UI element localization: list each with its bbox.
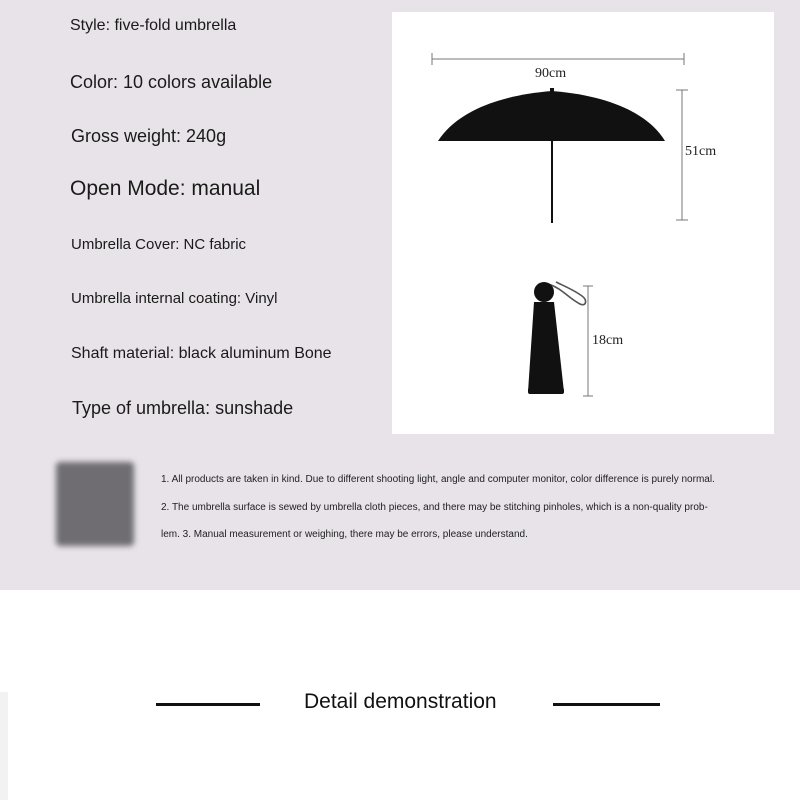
spec-type: Type of umbrella: sunshade [72,398,294,418]
folded-length-label: 18cm [592,333,624,348]
title-rule-left [156,703,260,706]
bottom-edge-strip [0,692,8,800]
folded-umbrella-icon [528,282,586,394]
height-label: 51cm [685,144,717,159]
note-line-1: 1. All products are taken in kind. Due to different shooting light, angle and computer monitor, color difference is purely normal. [161,474,715,485]
width-label: 90cm [535,66,567,81]
width-dimension-line [432,53,684,65]
spec-coating: Umbrella internal coating: Vinyl [71,290,278,307]
spec-color: Color: 10 colors available [70,72,273,92]
blurred-logo-icon [56,462,134,546]
title-rule-right [553,703,660,706]
spec-open-mode: Open Mode: manual [70,177,261,200]
spec-shaft: Shaft material: black aluminum Bone [71,345,332,362]
open-umbrella-icon [438,88,665,223]
spec-cover: Umbrella Cover: NC fabric [71,236,247,253]
dimension-diagram-svg [392,12,774,434]
section-title: Detail demonstration [304,690,497,713]
spec-weight: Gross weight: 240g [71,126,227,146]
note-line-3: lem. 3. Manual measurement or weighing, there may be errors, please understand. [161,529,528,540]
spec-style: Style: five-fold umbrella [70,17,237,34]
dimension-diagram [392,12,774,434]
note-line-2: 2. The umbrella surface is sewed by umbrella cloth pieces, and there may be stitching pinholes, which is a non-quality prob- [161,502,708,513]
